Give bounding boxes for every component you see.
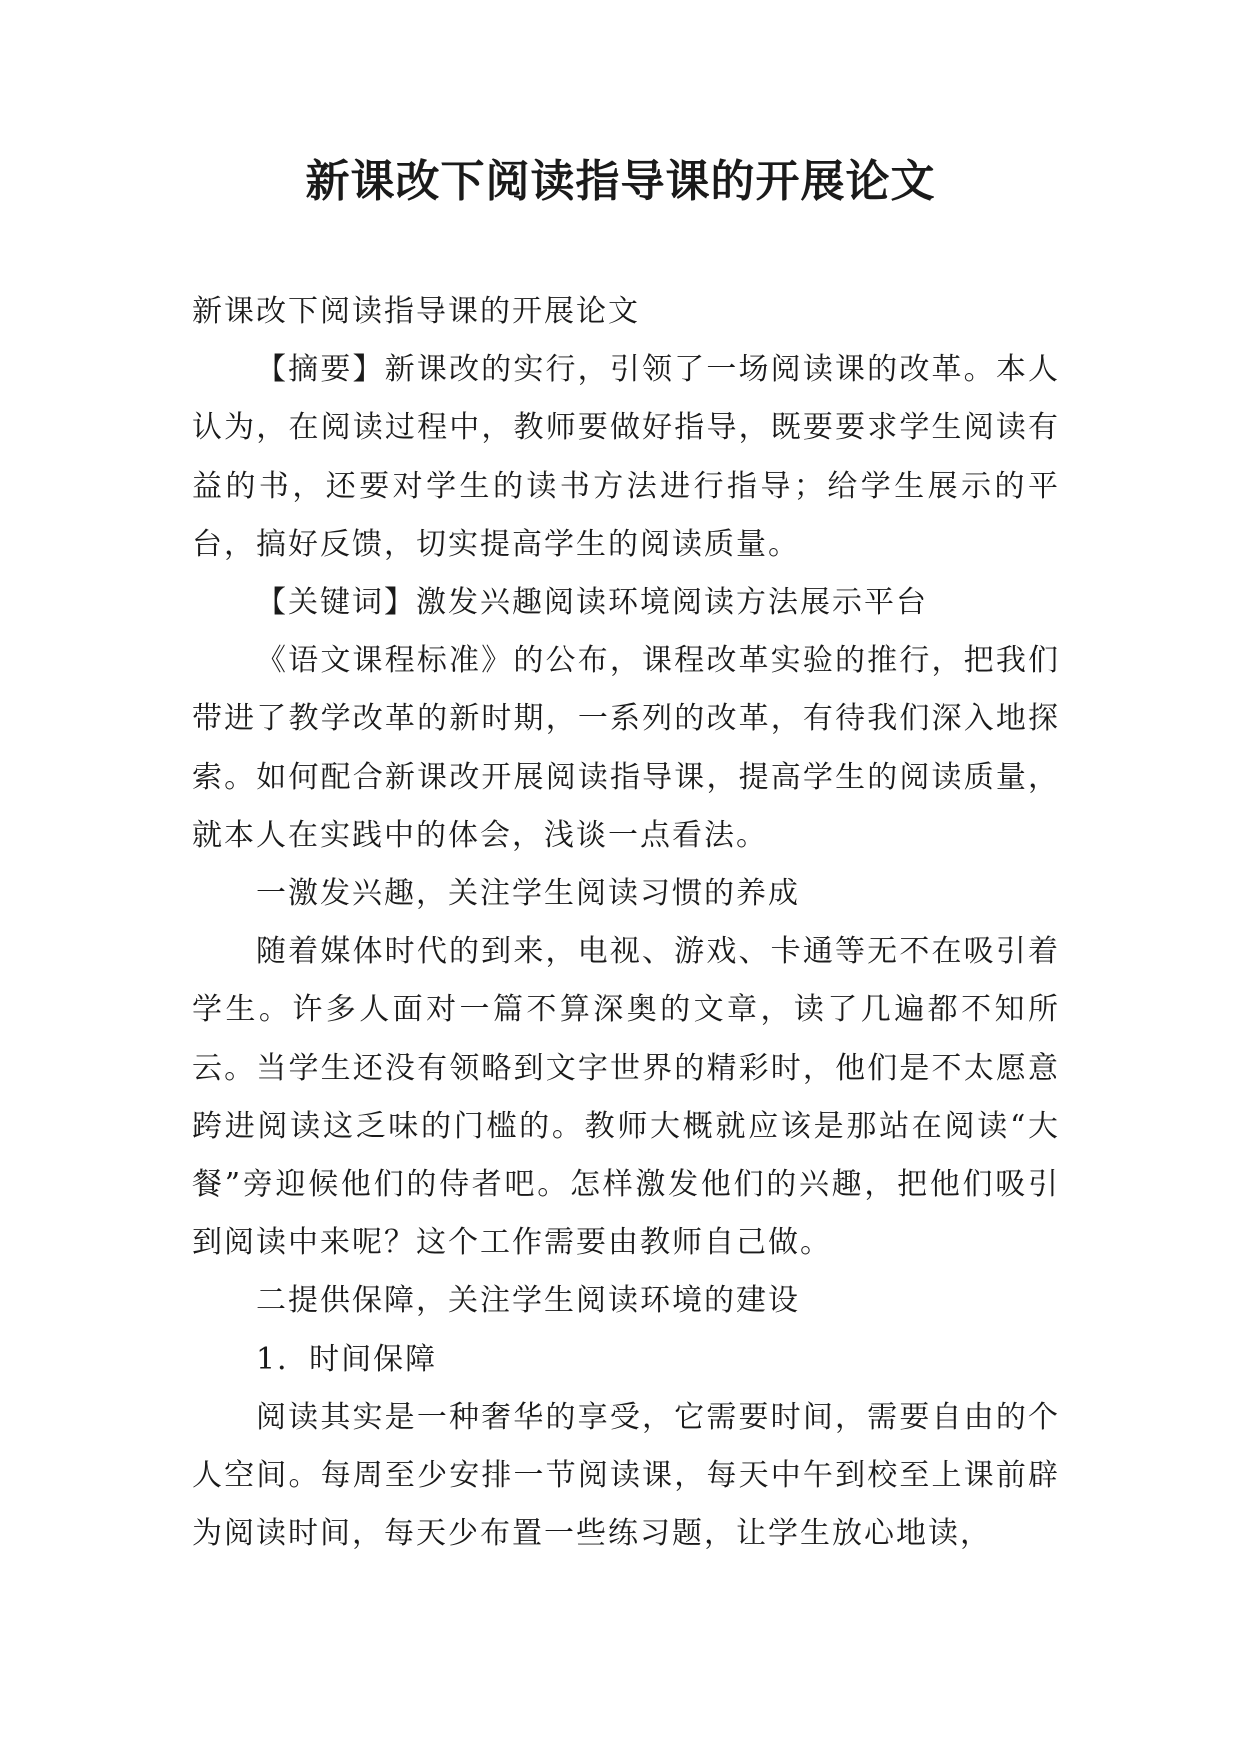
paragraph-intro: 《语文课程标准》的公布，课程改革实验的推行，把我们带进了教学改革的新时期，一系列的改革，有待我们深入地探索。如何配合新课改开展阅读指导课，提高学生的阅读质量，就本人在实践中的体会，浅谈一点看法。 (192, 643, 1060, 853)
paragraph-section-1: 随着媒体时代的到来，电视、游戏、卡通等无不在吸引着学生。许多人面对一篇不算深奥的文章，读了几遍都不知所云。当学生还没有领略到文字世界的精彩时，他们是不太愿意跨进阅读这乏味的门槛的。教师大概就应该是那站在阅读“大餐”旁迎候他们的侍者吧。怎样激发他们的兴趣，把他们吸引到阅读中来呢？这个工作需要由教师自己做。 (192, 934, 1060, 1261)
document-title: 新课改下阅读指导课的开展论文 (305, 156, 936, 207)
paragraph-abstract: 【摘要】新课改的实行，引领了一场阅读课的改革。本人认为，在阅读过程中，教师要做好指导，既要要求学生阅读有益的书，还要对学生的读书方法进行指导；给学生展示的平台，搞好反馈，切实提高学生的阅读质量。 (192, 352, 1060, 562)
paragraph-heading-repeat: 新课改下阅读指导课的开展论文 (192, 294, 640, 329)
paragraph-time-guarantee: 阅读其实是一种奢华的享受，它需要时间，需要自由的个人空间。每周至少安排一节阅读课，每天中午到校至上课前辟为阅读时间，每天少布置一些练习题，让学生放心地读， (192, 1399, 1060, 1552)
section-heading-2: 二提供保障，关注学生阅读环境的建设 (256, 1283, 800, 1319)
document-body (192, 283, 1060, 1563)
subheading-time-guarantee: 1．时间保障 (256, 1341, 438, 1377)
paragraph-keywords: 【关键词】激发兴趣阅读环境阅读方法展示平台 (256, 585, 928, 621)
section-heading-1: 一激发兴趣，关注学生阅读习惯的养成 (256, 876, 800, 912)
